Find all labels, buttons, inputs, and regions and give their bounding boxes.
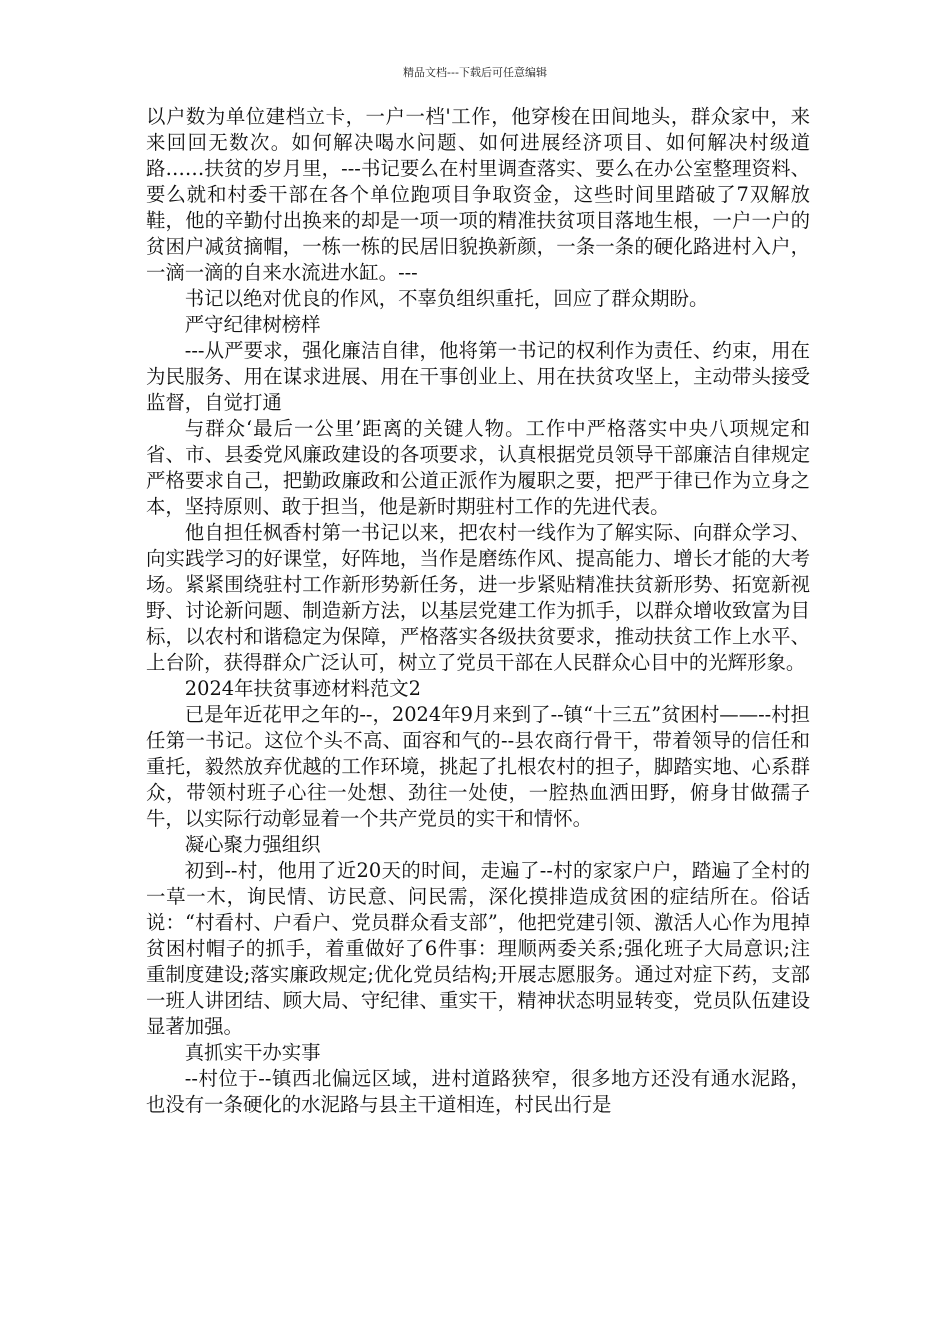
section-heading: 严守纪律树榜样: [184, 313, 321, 336]
document-body: [146, 104, 810, 1118]
paragraph: --村位于--镇西北偏远区域，进村道路狭窄，很多地方还没有通水泥路，也没有一条硬化的水泥路与县主干道相连，村民出行是: [146, 1067, 810, 1116]
paragraph: ---从严要求，强化廉洁自律，他将第一书记的权利作为责任、约束，用在为民服务、用在谋求进展、用在干事创业上、用在扶贫攻坚上，主动带头接受监督，自觉打通: [146, 339, 810, 414]
section-heading: 2024年扶贫事迹材料范文2: [184, 677, 421, 700]
section-heading: 凝心聚力强组织: [184, 833, 321, 856]
paragraph: 与群众‘最后一公里’距离的关键人物。工作中严格落实中央八项规定和省、市、县委党风廉政建设的各项要求，认真根据党员领导干部廉洁自律规定严格要求自己，把勤政廉政和公道正派作为履职之要，把严于律已作为立身之本，坚持原则、敢于担当，他是新时期驻村工作的先进代表。: [146, 417, 810, 518]
paragraph: 以户数为单位建档立卡，一户一档'工作，他穿梭在田间地头，群众家中，来来回回无数次。如何解决喝水问题、如何进展经济项目、如何解决村级道路……扶贫的岁月里，---书记要么在村里调查落实、要么在办公室整理资料、要么就和村委干部在各个单位跑项目争取资金，这些时间里踏破了7双解放鞋，他的辛勤付出换来的却是一项一项的精准扶贫项目落地生根，一户一户的贫困户减贫摘帽，一栋一栋的民居旧貌换新颜，一条一条的硬化路进村入户，一滴一滴的自来水流进水缸。---: [146, 105, 810, 284]
page-header: 精品文档---下载后可任意编辑: [403, 66, 547, 79]
paragraph: 已是年近花甲之年的--，2024年9月来到了--镇“十三五”贫困村——--村担任第一书记。这位个头不高、面容和气的--县农商行骨干，带着领导的信任和重托，毅然放弃优越的工作环境，挑起了扎根农村的担子，脚踏实地、心系群众，带领村班子心往一处想、劲往一处使，一腔热血洒田野，俯身甘做孺子牛，以实际行动彰显着一个共产党员的实干和情怀。: [146, 703, 810, 830]
paragraph: 初到--村，他用了近20天的时间，走遍了--村的家家户户，踏遍了全村的一草一木，询民情、访民意、问民需，深化摸排造成贫困的症结所在。俗话说：“村看村、户看户、党员群众看支部”，他把党建引领、激活人心作为甩掉贫困村帽子的抓手，着重做好了6件事：理顺两委关系;强化班子大局意识;注重制度建设;落实廉政规定;优化党员结构;开展志愿服务。通过对症下药，支部一班人讲团结、顾大局、守纪律、重实干，精神状态明显转变，党员队伍建设显著加强。: [146, 859, 810, 1038]
section-heading: 真抓实干办实事: [184, 1041, 321, 1064]
paragraph: 书记以绝对优良的作风，不辜负组织重托，回应了群众期盼。: [184, 287, 709, 310]
paragraph: 他自担任枫香村第一书记以来，把农村一线作为了解实际、向群众学习、向实践学习的好课堂，好阵地，当作是磨练作风、提高能力、增长才能的大考场。紧紧围绕驻村工作新形势新任务，进一步紧贴精准扶贫新形势、拓宽新视野、讨论新问题、制造新方法，以基层党建工作为抓手，以群众增收致富为目标，以农村和谐稳定为保障，严格落实各级扶贫要求，推动扶贫工作上水平、上台阶，获得群众广泛认可，树立了党员干部在人民群众心目中的光辉形象。: [146, 521, 810, 674]
